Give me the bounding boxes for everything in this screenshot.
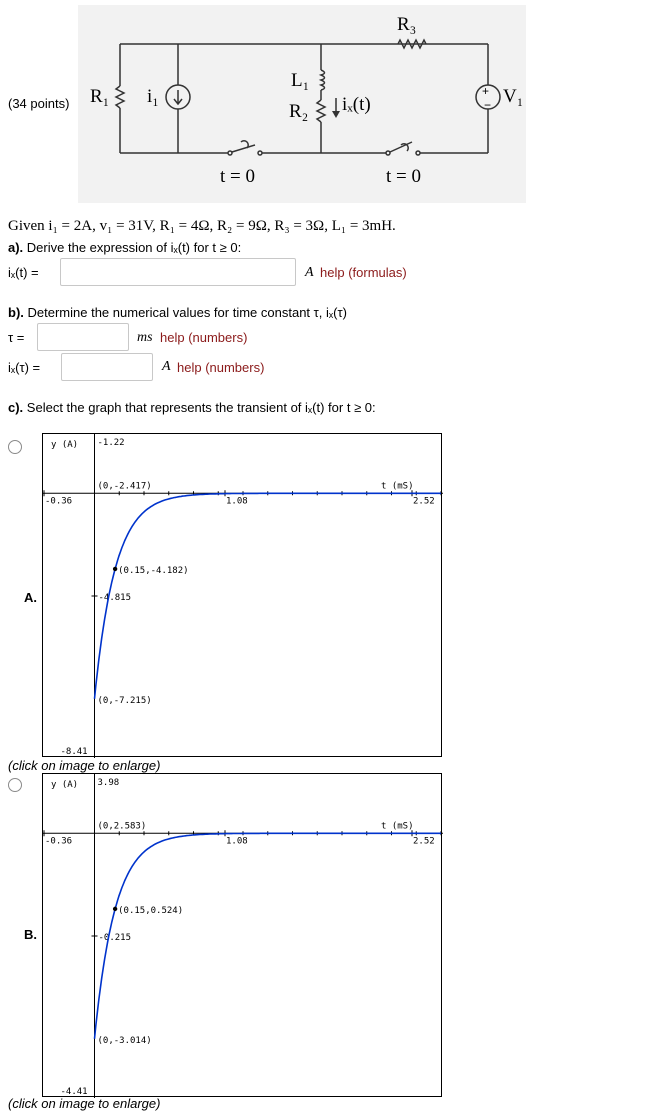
transient-curve [95, 493, 442, 699]
part-c-text: Select the graph that represents the transient of iₓ(t) for t ≥ 0: [26, 400, 376, 415]
part-a-question [8, 240, 241, 255]
point-annotation: (0.15,-4.182) [118, 565, 189, 576]
point-annotation: (0,2.583) [97, 821, 147, 832]
option-a-caption[interactable]: (click on image to enlarge) [8, 758, 161, 773]
ix-tau-unit: A [162, 359, 171, 374]
part-a-answer-label: iₓ(t) = [8, 265, 39, 280]
points-label: (34 points) [8, 96, 70, 111]
y-axis-label: y (A) [51, 780, 79, 790]
option-a-plot-area [43, 434, 443, 758]
minus-icon: − [484, 98, 492, 112]
x-tick-label: 1.08 [226, 836, 248, 847]
switch1-label: t = 0 [220, 166, 255, 187]
option-a-graph[interactable] [42, 433, 442, 757]
option-a-radio[interactable] [8, 440, 22, 454]
point-annotation: (0,-3.014) [97, 1035, 152, 1046]
point-annotation: (0,-7.215) [97, 695, 152, 706]
tau-marker [113, 907, 117, 911]
x-tick-label: -0.36 [45, 836, 73, 847]
part-b-question [8, 305, 347, 320]
ix-tau-input[interactable] [61, 353, 153, 381]
option-b-letter: B. [24, 927, 37, 942]
plus-icon: + [482, 84, 490, 98]
y-tick-label: 3.98 [97, 778, 120, 788]
switch2-label: t = 0 [386, 166, 421, 187]
x-axis-label: t (mS) [381, 481, 414, 492]
point-annotation: (0.15,0.524) [118, 905, 184, 916]
i1-label: i₁ [147, 86, 159, 107]
y-tick-label: -4.41 [60, 1087, 88, 1097]
x-tick-label: 2.52 [413, 496, 435, 507]
l1-label: L₁ [291, 70, 310, 91]
r1-label: R₁ [90, 86, 110, 107]
tau-help-link[interactable]: help (numbers) [160, 330, 248, 345]
y-axis-label: y (A) [51, 440, 79, 450]
ix-tau-help-link[interactable]: help (numbers) [177, 360, 265, 375]
option-b-caption[interactable]: (click on image to enlarge) [8, 1096, 161, 1111]
y-tick-label: -1.22 [97, 438, 125, 448]
part-b-prefix: b). [8, 305, 24, 320]
v1-label: V₁ [503, 86, 524, 107]
part-b-text: Determine the numerical values for time constant τ, iₓ(τ) [27, 305, 347, 320]
given-line: Given i₁ = 2A, v₁ = 31V, R₁ = 4Ω, R₂ = 9Ω, R₃ = 3Ω, L₁ = 3mH. [8, 218, 396, 234]
tau-label: τ = [8, 330, 25, 345]
x-tick-label: 2.52 [413, 836, 435, 847]
ix-label: iₓ(t) [342, 94, 371, 115]
ix-tau-label: iₓ(τ) = [8, 360, 41, 375]
option-b-graph[interactable] [42, 773, 442, 1097]
option-a-letter: A. [24, 590, 37, 605]
r2-label: R₂ [289, 101, 309, 122]
part-a-answer-input[interactable] [60, 258, 296, 286]
tau-unit: ms [137, 330, 153, 345]
part-a-text: Derive the expression of iₓ(t) for t ≥ 0: [26, 240, 242, 255]
part-a-prefix: a). [8, 240, 24, 255]
transient-curve [95, 833, 442, 1039]
x-tick-label: 1.08 [226, 496, 248, 507]
x-tick-label: -0.36 [45, 496, 73, 507]
tau-marker [113, 567, 117, 571]
point-annotation: (0,-2.417) [97, 481, 152, 492]
tau-input[interactable] [37, 323, 129, 351]
option-b-radio[interactable] [8, 778, 22, 792]
part-a-help-link[interactable]: help (formulas) [320, 265, 407, 280]
part-a-unit: A [305, 265, 314, 280]
option-b-plot-area [43, 774, 443, 1098]
y-tick-label: -0.215 [98, 933, 132, 943]
y-tick-label: -8.41 [60, 747, 88, 757]
part-c-prefix: c). [8, 400, 24, 415]
r3-label: R₃ [397, 14, 417, 35]
y-tick-label: -4.815 [98, 593, 132, 603]
part-c-question [8, 400, 376, 415]
x-axis-label: t (mS) [381, 821, 414, 832]
